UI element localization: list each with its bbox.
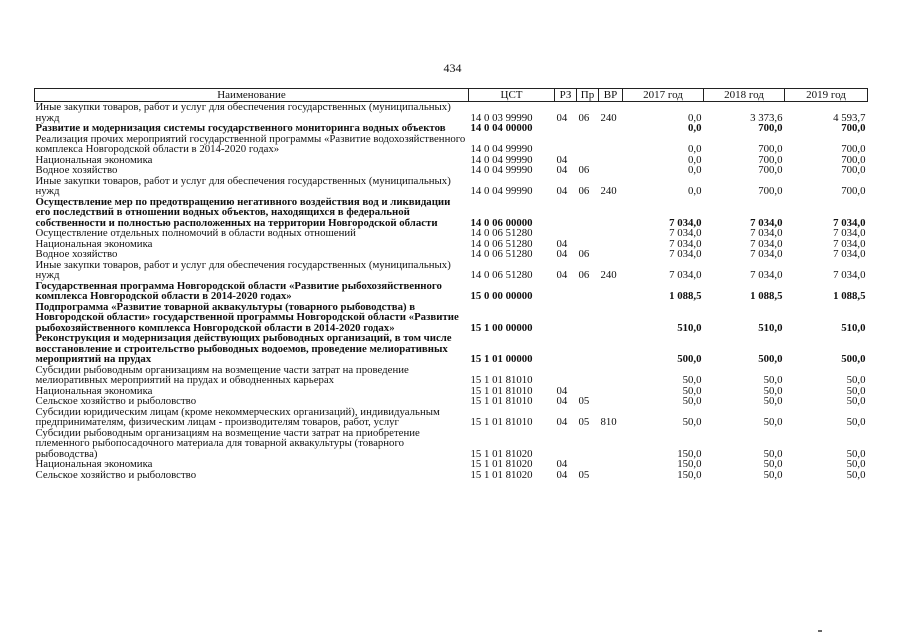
- row-cst: 14 0 04 99990: [470, 153, 533, 166]
- row-pr: [577, 365, 599, 386]
- table-row: [35, 239, 868, 250]
- row-name: Реализация прочих мероприятий государственной программы «Развитие водохозяйственного комплекса Новгородской области в 2014-2020 годах»: [35, 132, 466, 155]
- row-name: Национальная экономика: [35, 153, 153, 166]
- row-2019: 50,0: [846, 374, 866, 386]
- row-2017: 7 034,0: [669, 248, 702, 260]
- row-2017: 7 034,0: [669, 269, 702, 281]
- header-cst: ЦСТ: [469, 89, 555, 102]
- row-pr: 06: [578, 185, 590, 197]
- row-pr: [577, 302, 599, 334]
- row-name: Осуществление отдельных полномочий в области водных отношений: [35, 227, 356, 239]
- row-2017: 7 034,0: [669, 227, 702, 239]
- table-row: [35, 134, 868, 155]
- row-2019: 50,0: [846, 447, 866, 460]
- row-pr: [577, 228, 599, 239]
- header-vr: ВР: [599, 89, 623, 102]
- row-cst: 14 0 04 99990: [470, 185, 533, 197]
- row-pr: [577, 428, 599, 460]
- row-rz: [555, 123, 577, 134]
- row-name: Субсидии рыбоводным организациям на возмещение части затрат на проведение мелиоративных мероприятий на прудах и обводненных карьерах: [35, 363, 409, 386]
- row-2017: 7 034,0: [669, 216, 702, 229]
- row-vr: [599, 428, 623, 460]
- table-row: [35, 249, 868, 260]
- row-pr: 06: [578, 164, 590, 176]
- row-2018: 700,0: [758, 185, 783, 197]
- table-header-row: [35, 89, 868, 102]
- row-cst: 15 1 01 81020: [470, 468, 533, 481]
- row-pr: [577, 333, 599, 365]
- row-name: Развитие и модернизация системы государственного мониторинга водных объектов: [35, 122, 446, 134]
- row-2018: 700,0: [758, 164, 783, 176]
- row-pr: [577, 197, 599, 229]
- row-rz: 04: [556, 468, 568, 481]
- row-2018: 700,0: [758, 122, 783, 134]
- row-2019: 510,0: [841, 321, 866, 334]
- row-vr: [599, 333, 623, 365]
- row-rz: 04: [556, 458, 568, 470]
- row-2019: 7 034,0: [833, 269, 866, 281]
- row-rz: 04: [556, 164, 568, 176]
- row-name: Водное хозяйство: [35, 248, 118, 260]
- row-name: Иные закупки товаров, работ и услуг для обеспечения государственных (муниципальных) нужд: [35, 101, 451, 124]
- row-pr: 06: [578, 248, 590, 260]
- table-row: [35, 281, 868, 302]
- table-row: [35, 428, 868, 460]
- header-pr: Пр: [577, 89, 599, 102]
- header-name: Наименование: [35, 89, 469, 102]
- row-vr: [599, 281, 623, 302]
- budget-table: [34, 88, 868, 480]
- row-rz: 04: [556, 185, 568, 197]
- row-name: Реконструкция и модернизация действующих рыбоводных организаций, в том числе восстановление и строительство рыбоводных водоемов, проведение мелиоративных мероприятий на прудах: [35, 332, 452, 365]
- row-2017: 1 088,5: [669, 290, 702, 302]
- row-2018: 7 034,0: [750, 248, 783, 260]
- row-name: Осуществление мер по предотвращению негативного воздействия вод и ликвидации его последствий в отношении водных объектов, находящихся в федеральной собственности и полностью расположенных на территории Новгородской области: [35, 195, 451, 229]
- row-2017: 500,0: [677, 353, 702, 365]
- row-rz: 04: [556, 111, 568, 124]
- table-row: [35, 396, 868, 407]
- row-vr: 240: [600, 185, 617, 197]
- row-2018: 1 088,5: [750, 290, 783, 302]
- row-name: Национальная экономика: [35, 458, 153, 470]
- header-2019: 2019 год: [785, 89, 868, 102]
- row-name: Сельское хозяйство и рыболовство: [35, 395, 197, 407]
- row-2017: 7 034,0: [669, 237, 702, 250]
- row-vr: 240: [600, 111, 617, 124]
- table-row: [35, 102, 868, 124]
- row-name: Иные закупки товаров, работ и услуг для обеспечения государственных (муниципальных) нужд: [35, 258, 451, 281]
- row-2017: 0,0: [688, 143, 702, 155]
- row-pr: 06: [578, 111, 590, 124]
- row-vr: [599, 396, 623, 407]
- row-2019: 50,0: [846, 458, 866, 470]
- row-2018: 7 034,0: [750, 216, 783, 229]
- row-cst: 15 1 01 81010: [470, 374, 533, 386]
- table-row: [35, 197, 868, 229]
- row-cst: 15 0 00 00000: [470, 290, 533, 302]
- row-rz: 04: [556, 237, 568, 250]
- row-2018: 50,0: [763, 468, 783, 481]
- row-cst: 14 0 04 99990: [470, 143, 533, 155]
- row-vr: [599, 165, 623, 176]
- row-2019: 50,0: [846, 395, 866, 407]
- row-rz: [555, 302, 577, 334]
- row-name: Субсидии юридическим лицам (кроме некоммерческих организаций), индивидуальным предпринимателям, физическим лицам - производителям товаров, работ, услуг: [35, 405, 440, 428]
- table-row: [35, 260, 868, 281]
- row-vr: [599, 249, 623, 260]
- row-vr: [599, 239, 623, 250]
- row-rz: 04: [556, 153, 568, 166]
- row-2017: 150,0: [677, 447, 702, 460]
- row-vr: [599, 228, 623, 239]
- row-vr: [599, 386, 623, 397]
- table-row: [35, 228, 868, 239]
- row-2017: 0,0: [688, 153, 702, 166]
- row-vr: [599, 155, 623, 166]
- row-pr: [577, 123, 599, 134]
- row-2017: 0,0: [688, 111, 702, 124]
- table-row: [35, 123, 868, 134]
- row-rz: [555, 281, 577, 302]
- row-2017: 50,0: [682, 395, 702, 407]
- row-cst: 14 0 03 99990: [470, 111, 533, 124]
- row-2019: 500,0: [841, 353, 866, 365]
- table-row: [35, 407, 868, 428]
- row-2017: 0,0: [688, 164, 702, 176]
- row-vr: 240: [600, 269, 617, 281]
- table-row: [35, 470, 868, 481]
- row-vr: [599, 197, 623, 229]
- row-2017: 50,0: [682, 374, 702, 386]
- row-cst: 14 0 06 51280: [470, 237, 533, 250]
- header-rz: РЗ: [555, 89, 577, 102]
- row-rz: 04: [556, 416, 568, 428]
- row-name: Национальная экономика: [35, 237, 153, 250]
- row-cst: 15 1 01 81020: [470, 447, 533, 460]
- row-2018: 500,0: [758, 353, 783, 365]
- row-cst: 14 0 06 51280: [470, 269, 533, 281]
- row-2018: 7 034,0: [750, 269, 783, 281]
- table-row: [35, 176, 868, 197]
- table-row: [35, 459, 868, 470]
- row-2018: 50,0: [763, 384, 783, 397]
- row-cst: 14 0 06 00000: [470, 216, 533, 229]
- row-2017: 150,0: [677, 468, 702, 481]
- row-2018: 700,0: [758, 153, 783, 166]
- row-cst: 15 1 01 81010: [470, 384, 533, 397]
- row-2019: 7 034,0: [833, 248, 866, 260]
- row-rz: 04: [556, 395, 568, 407]
- row-2018: 3 373,6: [750, 111, 783, 124]
- row-2018: 50,0: [763, 416, 783, 428]
- row-2019: 700,0: [841, 122, 866, 134]
- row-rz: 04: [556, 248, 568, 260]
- row-rz: [555, 428, 577, 460]
- row-2018: 50,0: [763, 374, 783, 386]
- row-pr: 05: [578, 468, 590, 481]
- row-2019: 700,0: [841, 185, 866, 197]
- row-2017: 50,0: [682, 384, 702, 397]
- row-name: Водное хозяйство: [35, 164, 118, 176]
- table-row: [35, 302, 868, 334]
- row-2018: 50,0: [763, 447, 783, 460]
- row-vr: [599, 365, 623, 386]
- table-row: [35, 155, 868, 166]
- row-2018: 510,0: [758, 321, 783, 334]
- row-2018: 50,0: [763, 458, 783, 470]
- row-vr: [599, 459, 623, 470]
- page-number: 434: [443, 61, 462, 75]
- row-2019: 7 034,0: [833, 227, 866, 239]
- row-rz: [555, 228, 577, 239]
- row-pr: [577, 281, 599, 302]
- row-vr: [599, 470, 623, 481]
- row-2017: 510,0: [677, 321, 702, 334]
- row-2019: 700,0: [841, 143, 866, 155]
- row-rz: [555, 134, 577, 155]
- row-2019: 1 088,5: [833, 290, 866, 302]
- row-2019: 50,0: [846, 416, 866, 428]
- row-rz: [555, 197, 577, 229]
- row-cst: 15 1 01 81020: [470, 458, 533, 470]
- row-2017: 50,0: [682, 416, 702, 428]
- row-2019: 50,0: [846, 384, 866, 397]
- row-2017: 150,0: [677, 458, 702, 470]
- row-name: Сельское хозяйство и рыболовство: [35, 468, 197, 481]
- row-pr: [577, 459, 599, 470]
- row-2019: 4 593,7: [833, 111, 866, 124]
- row-cst: 14 0 06 51280: [470, 227, 533, 239]
- row-cst: 14 0 06 51280: [470, 248, 533, 260]
- row-pr: [577, 134, 599, 155]
- row-cst: 15 1 01 00000: [470, 353, 533, 365]
- row-rz: 04: [556, 384, 568, 397]
- row-2018: 7 034,0: [750, 237, 783, 250]
- row-pr: 05: [578, 416, 590, 428]
- row-name: Иные закупки товаров, работ и услуг для обеспечения государственных (муниципальных) нужд: [35, 174, 451, 197]
- row-2018: 50,0: [763, 395, 783, 407]
- table-row: [35, 365, 868, 386]
- table-row: [35, 333, 868, 365]
- header-2018: 2018 год: [704, 89, 785, 102]
- row-cst: 14 0 04 00000: [470, 122, 533, 134]
- table-row: [35, 165, 868, 176]
- header-2017: 2017 год: [623, 89, 704, 102]
- row-2019: 50,0: [846, 468, 866, 481]
- row-pr: 05: [578, 395, 590, 407]
- row-name: Субсидии рыбоводным организациям на возмещение части затрат на приобретение племенного рыбопосадочного материала для товарной аквакультуры (товарного рыбоводства): [35, 426, 420, 460]
- row-cst: 14 0 04 99990: [470, 164, 533, 176]
- row-2017: 0,0: [688, 122, 702, 134]
- row-cst: 15 1 00 00000: [470, 321, 533, 334]
- row-2019: 7 034,0: [833, 237, 866, 250]
- row-2019: 700,0: [841, 153, 866, 166]
- row-name: Государственная программа Новгородской области «Развитие рыбохозяйственного комплекса Новгородской области в 2014-2020 годах»: [35, 279, 442, 302]
- scan-mark: [818, 630, 822, 632]
- row-cst: 15 1 01 81010: [470, 395, 533, 407]
- row-2019: 700,0: [841, 164, 866, 176]
- row-vr: 810: [600, 416, 617, 428]
- row-2019: 7 034,0: [833, 216, 866, 229]
- row-rz: [555, 333, 577, 365]
- row-name: Национальная экономика: [35, 384, 153, 397]
- row-2018: 700,0: [758, 143, 783, 155]
- row-name: Подпрограмма «Развитие товарной аквакультуры (товарного рыбоводства) в Новгородской области» государственной программы Новгородской области «Развитие рыбохозяйственного комплекса Новгородской области в 2014-2020 годах»: [35, 300, 459, 334]
- row-2017: 0,0: [688, 185, 702, 197]
- row-vr: [599, 302, 623, 334]
- row-rz: [555, 365, 577, 386]
- row-cst: 15 1 01 81010: [470, 416, 533, 428]
- row-pr: 06: [578, 269, 590, 281]
- row-2018: 7 034,0: [750, 227, 783, 239]
- row-rz: 04: [556, 269, 568, 281]
- row-vr: [599, 134, 623, 155]
- row-vr: [599, 123, 623, 134]
